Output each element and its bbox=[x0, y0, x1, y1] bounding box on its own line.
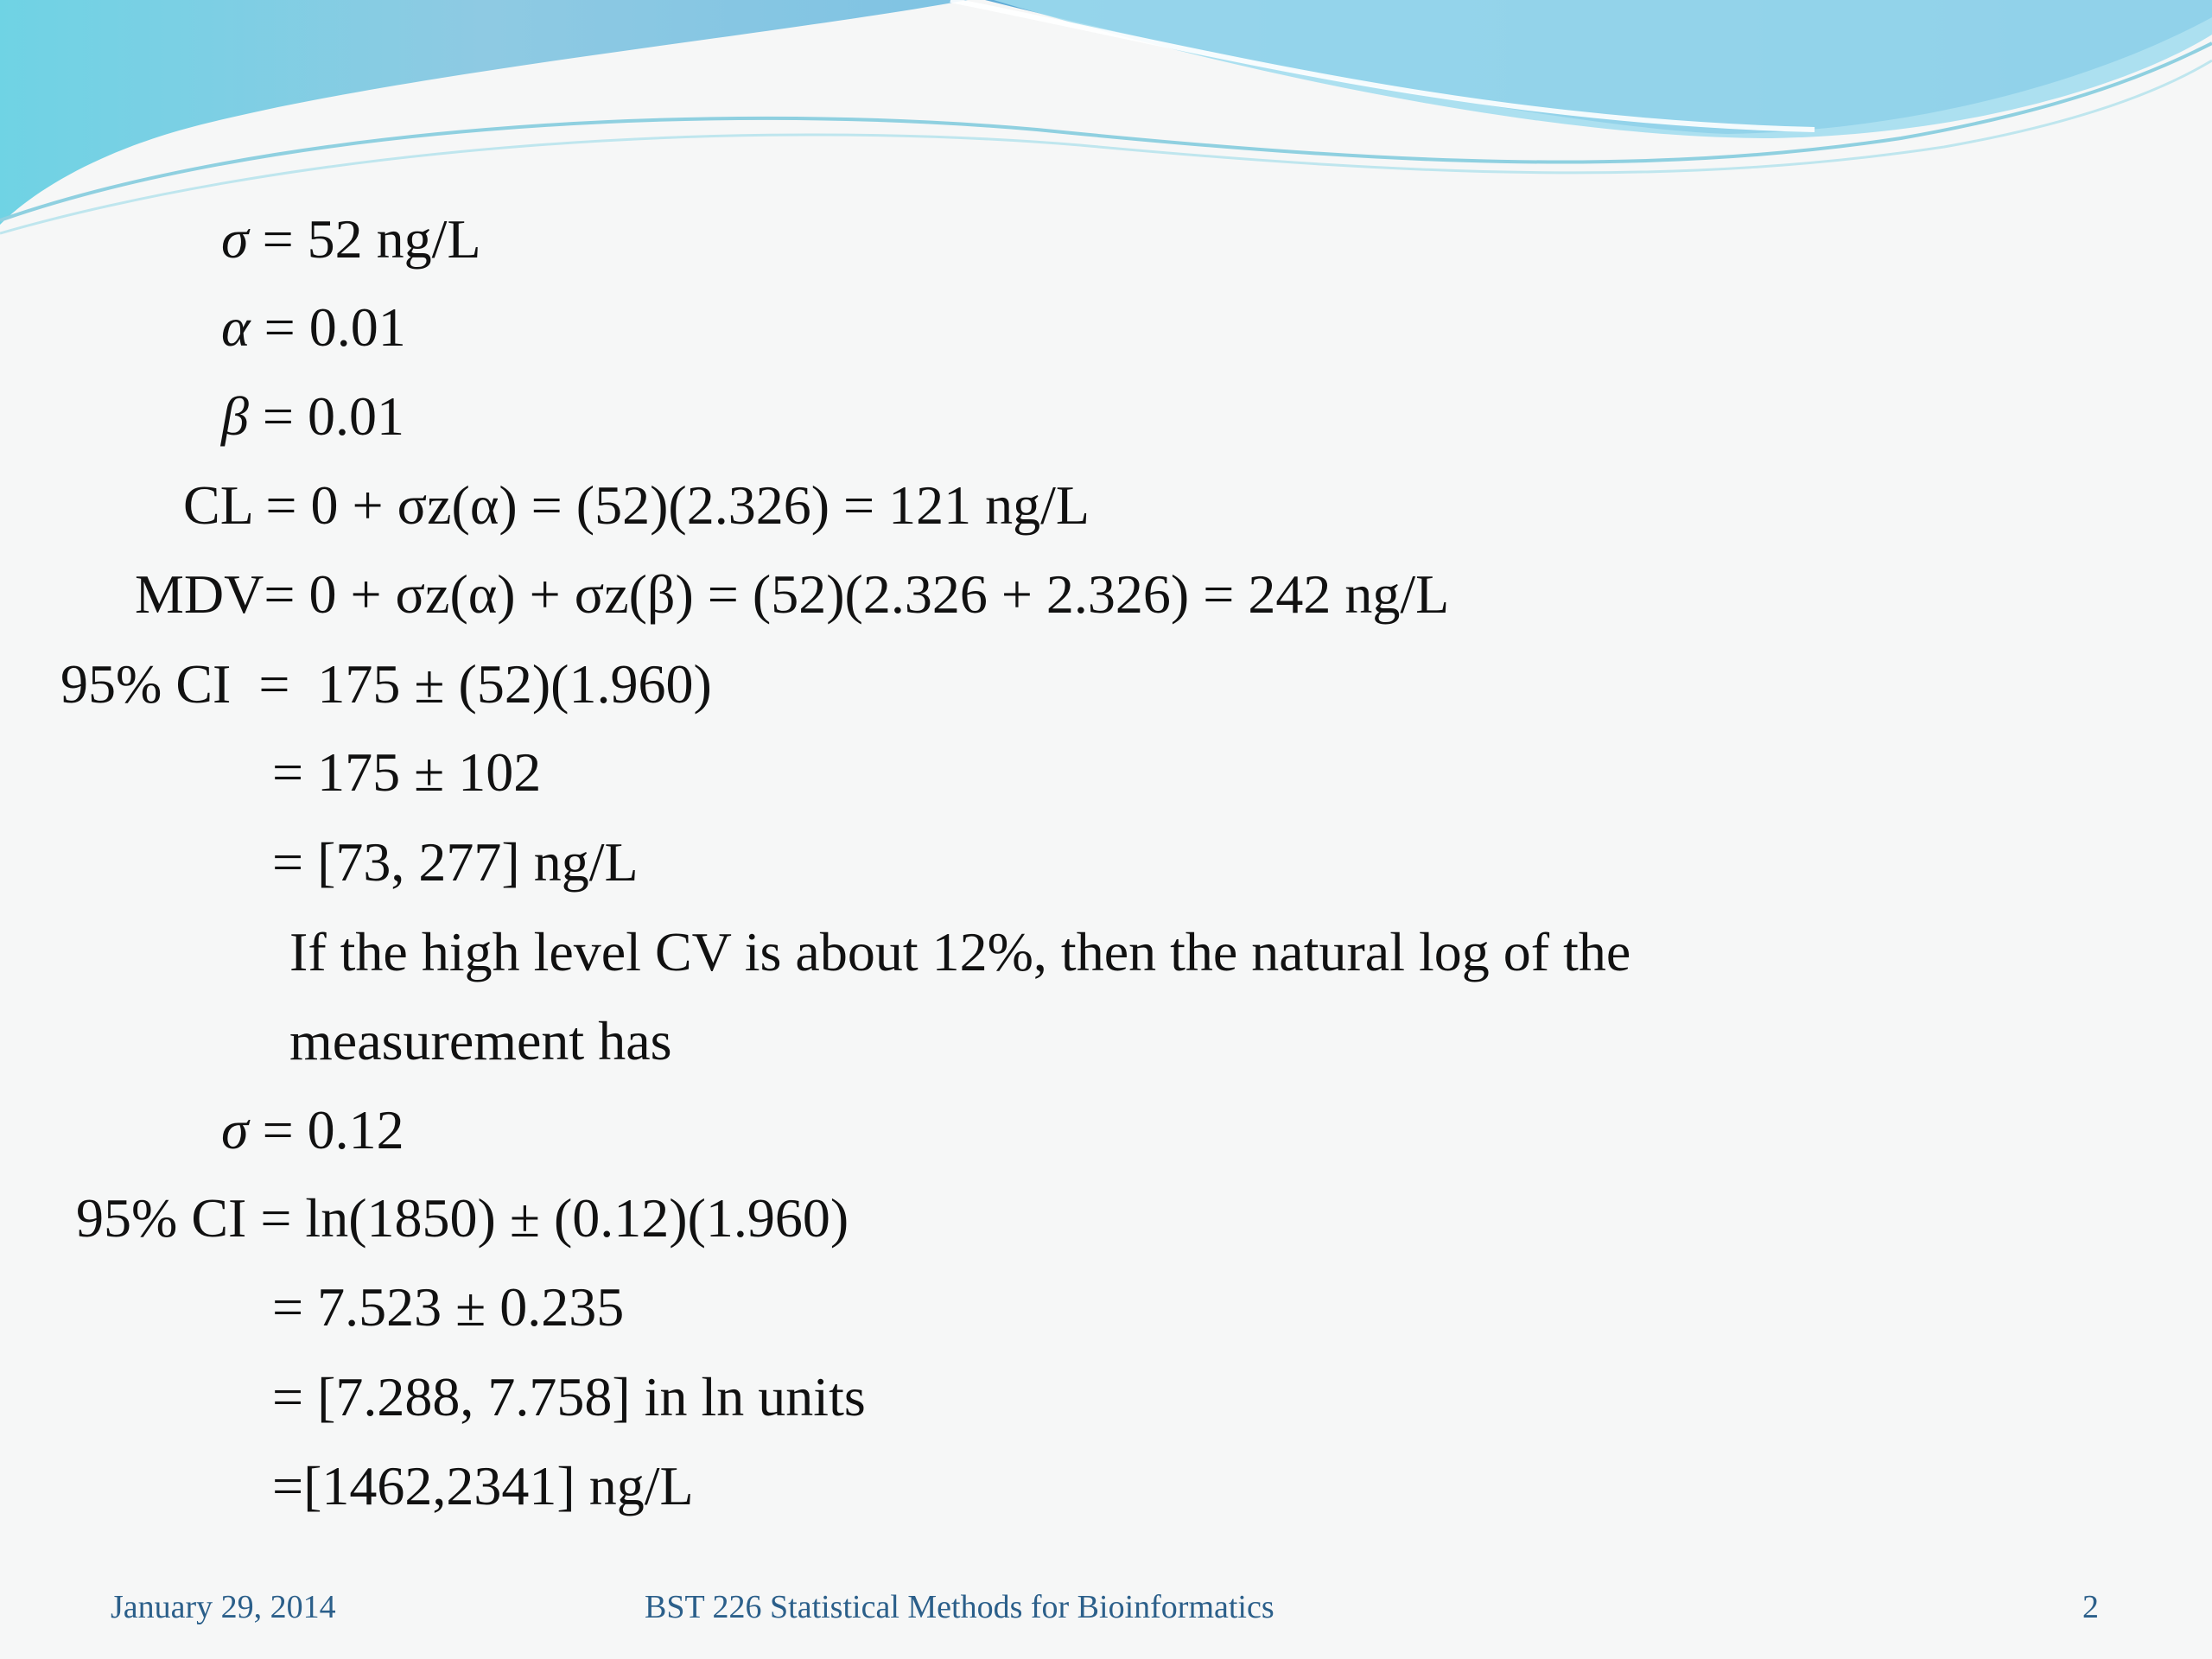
ci-log-step-3: = [7.288, 7.758] in ln units bbox=[272, 1366, 866, 1427]
ci-log-equation bbox=[76, 1187, 849, 1249]
note-line-2: measurement has bbox=[289, 1010, 672, 1071]
sigma-value: = 52 ng/L bbox=[262, 208, 481, 270]
ci-expression: = 175 ± (52)(1.960) bbox=[258, 653, 712, 715]
cl-equation bbox=[183, 474, 1090, 536]
beta-equation bbox=[221, 385, 404, 447]
alpha-value: = 0.01 bbox=[264, 296, 406, 358]
ci-log-step-2: = 7.523 ± 0.235 bbox=[272, 1276, 625, 1338]
ci-log-expression: = ln(1850) ± (0.12)(1.960) bbox=[260, 1187, 849, 1249]
footer-course-title: BST 226 Statistical Methods for Bioinformatics bbox=[645, 1589, 1274, 1625]
cl-expression: 0 + σz(α) = (52)(2.326) = 121 ng/L bbox=[310, 474, 1090, 536]
mdv-label: MDV= bbox=[135, 563, 296, 625]
mdv-equation bbox=[135, 563, 1450, 625]
sigma-log-value: = 0.12 bbox=[262, 1099, 404, 1160]
alpha-symbol: α bbox=[221, 296, 251, 358]
ci-label: 95% CI bbox=[60, 653, 232, 715]
sigma-symbol: σ bbox=[221, 208, 249, 270]
ci-equation bbox=[60, 653, 712, 715]
ci-step-3: = [73, 277] ng/L bbox=[272, 831, 639, 893]
ci-step-2: = 175 ± 102 bbox=[272, 741, 542, 803]
cl-label: CL = bbox=[183, 474, 297, 536]
ci-log-label: 95% CI bbox=[76, 1187, 247, 1249]
beta-symbol: β bbox=[221, 385, 249, 447]
footer-page-number: 2 bbox=[2082, 1589, 2099, 1625]
note-line-1: If the high level CV is about 12%, then the natural log of the bbox=[289, 921, 1631, 982]
sigma-log-equation bbox=[221, 1099, 404, 1160]
mdv-expression: 0 + σz(α) + σz(β) = (52)(2.326 + 2.326) = 242 ng/L bbox=[308, 563, 1450, 625]
ci-log-step-4: =[1462,2341] ng/L bbox=[272, 1455, 694, 1516]
footer-date: January 29, 2014 bbox=[111, 1589, 336, 1625]
sigma-log-symbol: σ bbox=[221, 1099, 249, 1160]
sigma-equation bbox=[221, 208, 481, 270]
beta-value: = 0.01 bbox=[262, 385, 404, 447]
alpha-equation bbox=[221, 296, 406, 358]
